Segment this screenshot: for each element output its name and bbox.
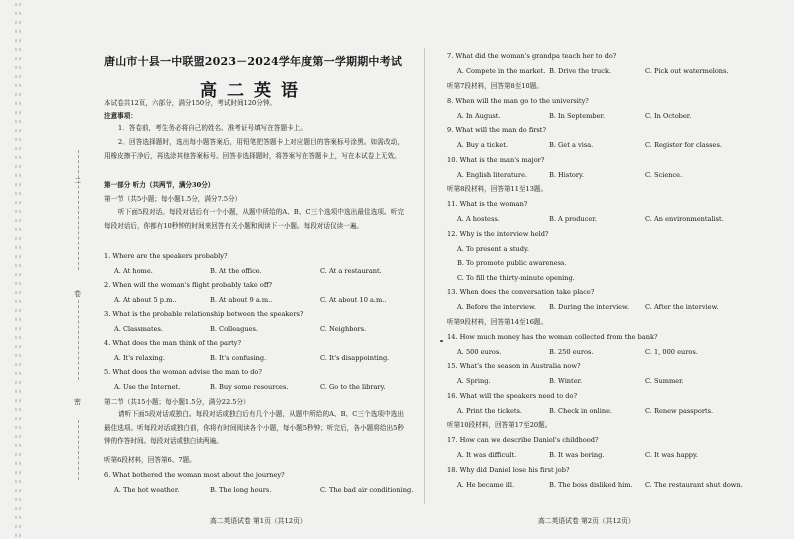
question-12-option-a: A. To present a study. — [457, 244, 529, 253]
question-9-option-b: B. Get a visa. — [549, 141, 594, 149]
scan-mark — [440, 340, 443, 342]
question-14-option-c: C. 1, 000 euros. — [645, 347, 698, 356]
audio-note-1: 听第7段材料，回答第8至10题。 — [447, 81, 543, 90]
part-one-heading: 第一部分 听力（共两节，满分30分） — [104, 181, 215, 189]
question-6: 6. What bothered the woman most about the journey? — [104, 471, 285, 479]
question-1-option-c: C. At a restaurant. — [320, 267, 382, 275]
question-5-option-b: B. Buy some resources. — [210, 383, 289, 391]
question-14: 14. How much money has the woman collected from the bank? — [447, 332, 658, 341]
question-17: 17. How can we describe Daniel's childhood? — [447, 436, 599, 444]
question-4: 4. What does the man think of the party? — [104, 339, 242, 347]
question-13-option-a: A. Before the interview. — [457, 303, 536, 311]
question-3-option-c: C. Neighbors. — [320, 325, 367, 333]
question-13-option-b: B. During the interview. — [549, 303, 630, 311]
question-3: 3. What is the probable relationship between the speakers? — [104, 310, 304, 318]
question-14-option-b: B. 250 euros. — [549, 347, 594, 356]
margin-label-2: 卷 — [74, 290, 81, 298]
question-12-option-b: B. To promote public awareness. — [457, 259, 567, 267]
question-6-option-c: C. The bad air conditioning. — [320, 486, 414, 494]
question-12: 12. Why is the interview held? — [447, 229, 549, 238]
question-6-option-b: B. The long hours. — [210, 486, 272, 494]
exam-subject: 高二英语 — [200, 81, 308, 101]
question-18-option-b: B. The boss disliked him. — [549, 480, 633, 489]
audio-note-5: 听第8段材料，回答第11至13题。 — [447, 185, 548, 193]
question-11-option-b: B. A producer. — [549, 215, 597, 223]
question-15-option-b: B. Winter. — [549, 377, 583, 385]
question-15-option-a: A. Spring. — [457, 377, 491, 385]
question-18-option-a: A. He became ill. — [457, 480, 515, 489]
question-5-option-a: A. Use the Internet. — [114, 383, 181, 391]
binding-edge — [14, 0, 22, 539]
column-divider — [424, 48, 425, 504]
question-12-option-c: C. To fill the thirty-minute opening. — [457, 273, 575, 282]
question-10-option-c: C. Science. — [645, 170, 683, 179]
question-4-option-c: C. It's disappointing. — [320, 354, 390, 362]
question-17-option-c: C. It was happy. — [645, 451, 698, 459]
question-1-option-b: B. At the office. — [210, 267, 262, 275]
exam-title: 唐山市十县一中联盟2023－2024学年度第一学期期中考试 — [104, 55, 403, 68]
question-16: 16. What will the speakers need to do? — [447, 391, 578, 400]
left-column — [100, 0, 414, 539]
question-13: 13. When does the conversation take place? — [447, 288, 595, 296]
question-8-option-b: B. In September. — [549, 111, 606, 120]
question-2-option-c: C. At about 10 a.m.. — [320, 296, 387, 304]
question-9-option-a: A. Buy a ticket. — [457, 141, 508, 149]
question-15: 15. What's the season in Australia now? — [447, 362, 581, 370]
question-11-option-a: A. A hostess. — [457, 215, 500, 223]
question-4-option-a: A. It's relaxing. — [114, 354, 165, 362]
question-15-option-c: C. Summer. — [645, 377, 684, 385]
margin-dash-top — [78, 150, 79, 270]
question-10-option-b: B. History. — [549, 170, 584, 179]
page-footer-left: 高二英语试卷 第1页（共12页） — [210, 517, 307, 525]
margin-dash-mid — [78, 300, 79, 380]
note-1: 1．答卷前，考生务必将自己的姓名、准考证号填写在答题卡上。 — [118, 124, 307, 132]
question-13-option-c: C. After the interview. — [645, 303, 719, 311]
question-2-option-a: A. At about 5 p.m.. — [114, 296, 177, 304]
question-1: 1. Where are the speakers probably? — [104, 252, 228, 260]
question-1-option-a: A. At home. — [114, 267, 153, 275]
question-9: 9. What will the man do first? — [447, 126, 546, 134]
question-7-option-a: A. Compete in the market. — [457, 67, 546, 75]
question-16-option-b: B. Check in online. — [549, 406, 613, 415]
question-11-option-c: C. An environmentalist. — [645, 215, 724, 223]
question-18-option-c: C. The restaurant shut down. — [645, 480, 743, 489]
question-17-option-a: A. It was difficult. — [457, 451, 517, 459]
audio-6-note: 听第6段材料，回答第6、7题。 — [104, 456, 196, 464]
question-3-option-a: A. Classmates. — [114, 325, 164, 333]
section-two-instructions: 请听下面5段对话或独白。每段对话或独白后有几个小题，从题中所给的A、B、C三个选项中选出最佳选项。听每段对话或独白前，你将有时间阅读各个小题，每小题5秒钟；听完后，各小题将给出5秒钟的作答时间。每段对话或独白读两遍。 — [104, 410, 404, 446]
question-4-option-b: B. It's confusing. — [210, 354, 267, 362]
question-8-option-c: C. In October. — [645, 111, 692, 120]
question-2-option-b: B. At about 9 a.m.. — [210, 296, 273, 304]
question-8-option-a: A. In August. — [457, 111, 501, 120]
notes-title: 注意事项： — [104, 112, 137, 120]
question-6-option-a: A. The hot weather. — [114, 486, 180, 494]
audio-note-9: 听第9段材料，回答第14至16题。 — [447, 317, 548, 326]
question-2: 2. When will the woman's flight probably take off? — [104, 281, 273, 289]
question-18: 18. Why did Daniel lose his first job? — [447, 465, 570, 474]
audio-note-13: 听第10段材料，回答第17至20题。 — [447, 421, 552, 429]
question-11: 11. What is the woman? — [447, 200, 528, 208]
question-16-option-c: C. Renew passports. — [645, 406, 714, 415]
question-17-option-b: B. It was boring. — [549, 451, 605, 459]
question-16-option-a: A. Print the tickets. — [457, 406, 523, 415]
question-5: 5. What does the woman advise the man to do? — [104, 368, 262, 376]
note-2: 2．回答选择题时，选出每小题答案后，用铅笔把答题卡上对应题目的答案标号涂黑。如需改动，用橡皮擦干净后，再选涂其他答案标号。回答非选择题时，将答案写在答题卡上，写在本试卷上无效。 — [104, 138, 404, 160]
right-column — [445, 0, 757, 539]
section-one-heading: 第一节（共5小题；每小题1.5分，满分7.5分） — [104, 195, 242, 203]
section-two-heading: 第二节（共15小题；每小题1.5分，满分22.5分） — [104, 398, 250, 406]
question-8: 8. When will the man go to the university? — [447, 96, 589, 105]
question-10: 10. What is the man's major? — [447, 155, 545, 164]
question-7: 7. What did the woman's grandpa teach her to do? — [447, 52, 617, 60]
exam-info: 本试卷共12页，六部分，满分150分，考试时间120分钟。 — [104, 99, 277, 107]
section-one-instructions: 听下面5段对话。每段对话后有一个小题，从题中所给的A、B、C三个选项中选出最佳选项。听完每段对话后，你都有10秒钟的时间来回答有关小题和阅读下一小题。每段对话仅读一遍。 — [104, 208, 404, 230]
page-footer-right: 高二英语试卷 第2页（共12页） — [538, 517, 635, 525]
question-14-option-a: A. 500 euros. — [457, 347, 502, 356]
margin-label-3: 密 — [74, 398, 81, 406]
question-7-option-b: B. Drive the truck. — [549, 67, 612, 75]
question-9-option-c: C. Register for classes. — [645, 141, 722, 149]
question-5-option-c: C. Go to the library. — [320, 383, 386, 391]
question-7-option-c: C. Pick out watermelons. — [645, 67, 729, 75]
margin-dash-bottom — [78, 420, 79, 480]
question-10-option-a: A. English literature. — [457, 170, 528, 179]
margin-label-1: 二 — [74, 177, 81, 185]
question-3-option-b: B. Colleagues. — [210, 325, 258, 333]
